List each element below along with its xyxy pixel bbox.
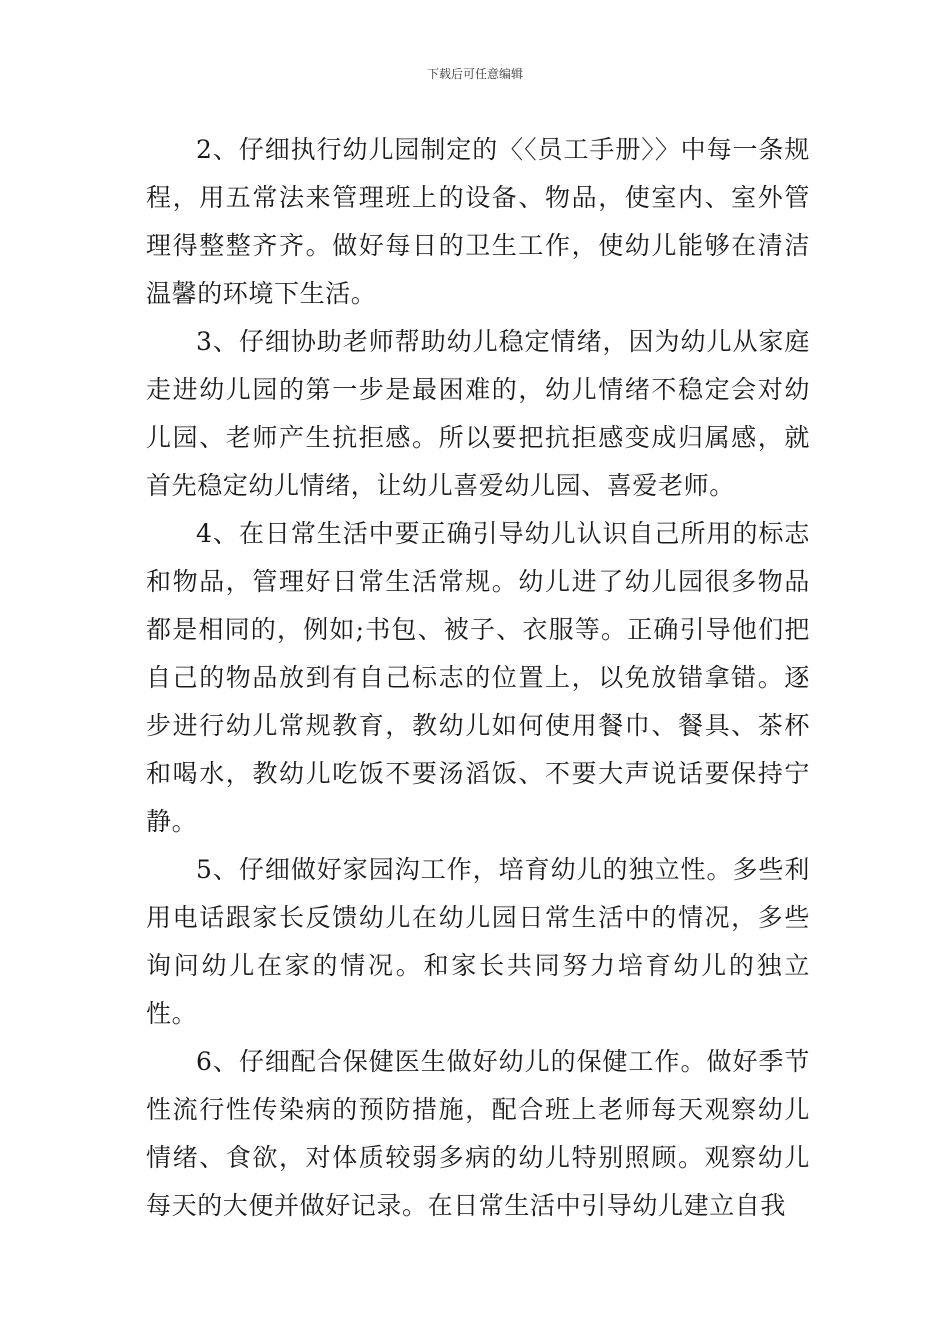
document-body	[146, 126, 810, 1230]
paragraph-item-6: 6、仔细配合保健医生做好幼儿的保健工作。做好季节性流行性传染病的预防措施，配合班上老师每天观察幼儿情绪、食欲，对体质较弱多病的幼儿特别照顾。观察幼儿每天的大便并做好记录。在日常生活中引导幼儿建立自我	[146, 1047, 810, 1220]
page-header: 下载后可任意编辑	[426, 67, 523, 81]
paragraph-item-2: 2、仔细执行幼儿园制定的〈〈员工手册〉〉中每一条规程，用五常法来管理班上的设备、物品，使室内、室外管理得整整齐齐。做好每日的卫生工作，使幼儿能够在清洁温馨的环境下生活。	[146, 135, 810, 308]
paragraph-item-3: 3、仔细协助老师帮助幼儿稳定情绪，因为幼儿从家庭走进幼儿园的第一步是最困难的，幼儿情绪不稳定会对幼儿园、老师产生抗拒感。所以要把抗拒感变成归属感，就首先稳定幼儿情绪，让幼儿喜爱幼儿园、喜爱老师。	[146, 327, 810, 500]
paragraph-item-4: 4、在日常生活中要正确引导幼儿认识自己所用的标志和物品，管理好日常生活常规。幼儿进了幼儿园很多物品都是相同的，例如;书包、被子、衣服等。正确引导他们把自己的物品放到有自己标志的位置上，以免放错拿错。逐步进行幼儿常规教育，教幼儿如何使用餐巾、餐具、茶杯和喝水，教幼儿吃饭不要汤滔饭、不要大声说话要保持宁静。	[146, 519, 810, 836]
paragraph-item-5: 5、仔细做好家园沟工作，培育幼儿的独立性。多些利用电话跟家长反馈幼儿在幼儿园日常生活中的情况，多些询问幼儿在家的情况。和家长共同努力培育幼儿的独立性。	[146, 855, 810, 1028]
